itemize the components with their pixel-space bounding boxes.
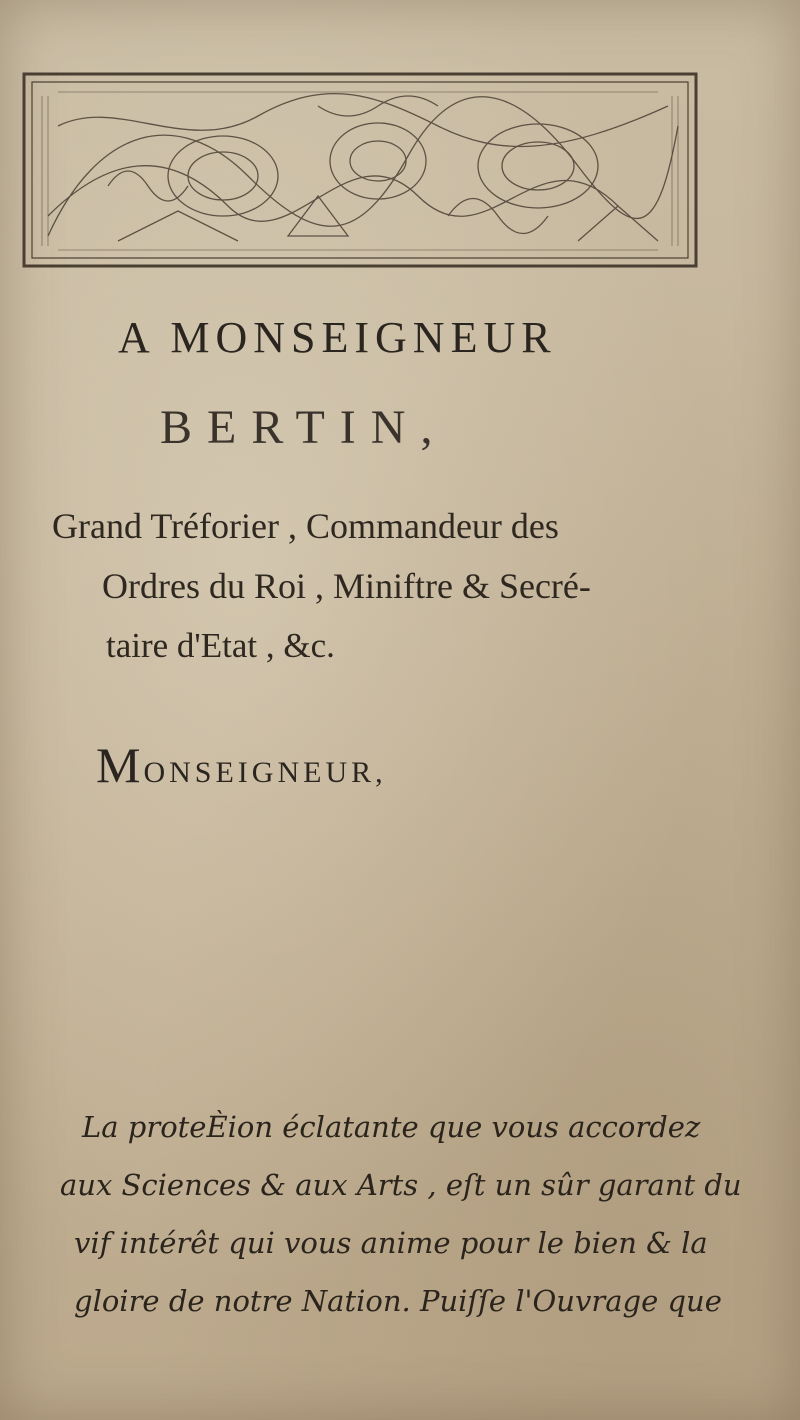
engraved-headpiece-ornament [18,66,702,276]
dedicatee-name: BERTIN, [160,401,448,454]
dedication-heading: A MONSEIGNEUR [118,313,557,362]
body-paragraph [60,1098,740,1330]
salutation-initial: M [96,737,144,793]
salutation-rest: ONSEIGNEUR, [143,756,387,789]
dedicatee-titles [40,496,760,676]
salutation [96,736,387,794]
body-line: vif intérêt qui vous anime pour le bien & la [74,1226,708,1260]
body-line: aux Sciences & aux Arts , eſt un sûr garant du [60,1168,742,1202]
body-line: gloire de notre Nation. Puiſſe l'Ouvrage que [74,1284,722,1318]
title-line: Grand Tréforier , Commandeur des [52,506,559,546]
title-line: Ordres du Roi , Miniftre & Secré- [102,566,591,606]
title-line: taire d'Etat , &c. [106,626,335,665]
body-line: La proteЀion éclatante que vous accordez [82,1110,701,1144]
